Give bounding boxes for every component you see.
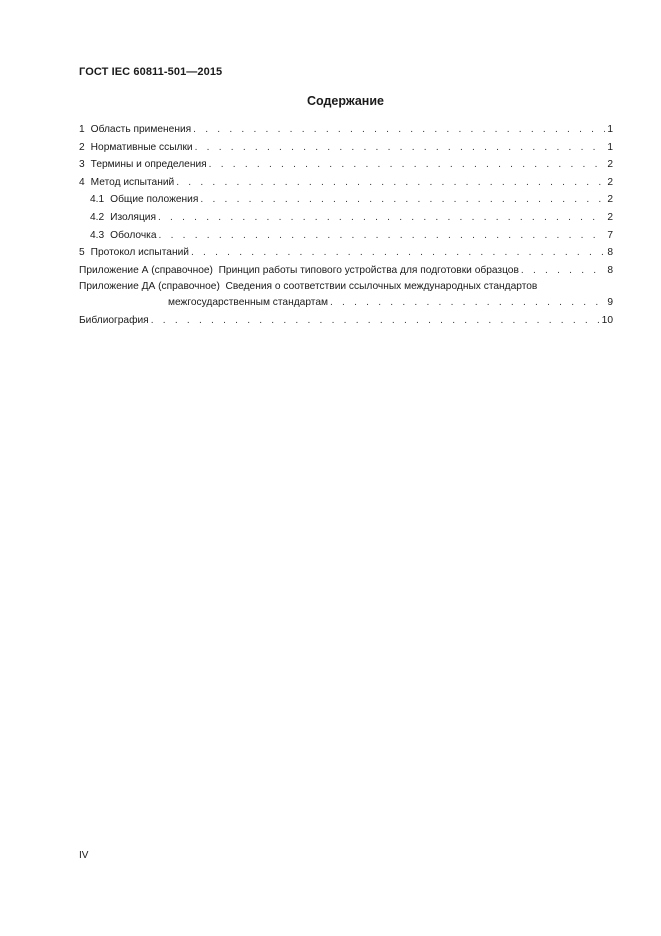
toc-number: 2 <box>79 141 85 153</box>
toc-entry-appendix-da[interactable] <box>79 279 613 312</box>
toc-label: Нормативные ссылки <box>90 141 193 153</box>
dot-leader <box>159 227 606 245</box>
dot-leader <box>521 262 605 280</box>
toc-label: Общие положения <box>110 194 199 206</box>
toc-number: 4.2 <box>90 211 105 223</box>
document-header: ГОСТ IEC 60811-501—2015 <box>79 66 223 78</box>
toc-page: 2 <box>607 194 613 206</box>
toc-entry-4-3[interactable] <box>79 227 613 245</box>
toc-page: 9 <box>607 297 613 309</box>
toc-page: 2 <box>607 176 613 188</box>
toc-label: Метод испытаний <box>90 176 175 188</box>
dot-leader <box>158 209 605 227</box>
toc-page: 8 <box>607 247 613 259</box>
toc-page: 2 <box>607 159 613 171</box>
dot-leader <box>200 191 605 209</box>
toc-number: 5 <box>79 247 85 259</box>
toc-entry-1[interactable] <box>79 121 613 139</box>
toc-entry-2[interactable] <box>79 139 613 157</box>
toc-page: 1 <box>607 124 613 135</box>
dot-leader <box>330 295 605 311</box>
dot-leader <box>151 312 600 330</box>
toc-label: Оболочка <box>110 229 157 241</box>
toc-entry-4-2[interactable] <box>79 209 613 227</box>
toc-label: Приложение ДА (справочное) Сведения о соответствии ссылочных международных стандартов <box>79 281 538 293</box>
toc-number: 4.1 <box>90 194 105 206</box>
toc-label: Библиография <box>79 315 149 327</box>
toc-entry-4-1[interactable] <box>79 191 613 209</box>
toc-label: Приложение А (справочное) Принцип работы типового устройства для подготовки образцов <box>79 264 519 276</box>
dot-leader <box>193 121 605 139</box>
toc-page: 2 <box>607 211 613 223</box>
page-number: IV <box>79 850 89 861</box>
toc-label: Область применения <box>90 124 192 135</box>
toc-number: 4 <box>79 176 85 188</box>
toc-entry-bibliography[interactable] <box>79 312 613 330</box>
toc-number: 4.3 <box>90 229 105 241</box>
toc-entry-5[interactable] <box>79 244 613 262</box>
toc-page: 8 <box>607 264 613 276</box>
toc-number: 3 <box>79 159 85 171</box>
page-title: Содержание <box>306 94 384 108</box>
dot-leader <box>176 174 605 192</box>
toc-label: Изоляция <box>110 211 156 223</box>
toc-label: Термины и определения <box>90 159 207 171</box>
toc-label: Протокол испытаний <box>90 247 189 259</box>
toc-entry-4[interactable] <box>79 174 613 192</box>
toc-entry-3[interactable] <box>79 156 613 174</box>
dot-leader <box>195 139 606 157</box>
toc-entry-appendix-a[interactable] <box>79 262 613 280</box>
dot-leader <box>191 244 605 262</box>
toc-label-continuation: межгосударственным стандартам <box>168 297 328 309</box>
toc-page: 7 <box>607 229 613 241</box>
toc-number: 1 <box>79 124 85 135</box>
toc-page: 10 <box>601 315 613 327</box>
dot-leader <box>209 156 606 174</box>
table-of-contents <box>79 121 613 330</box>
toc-page: 1 <box>607 141 613 153</box>
